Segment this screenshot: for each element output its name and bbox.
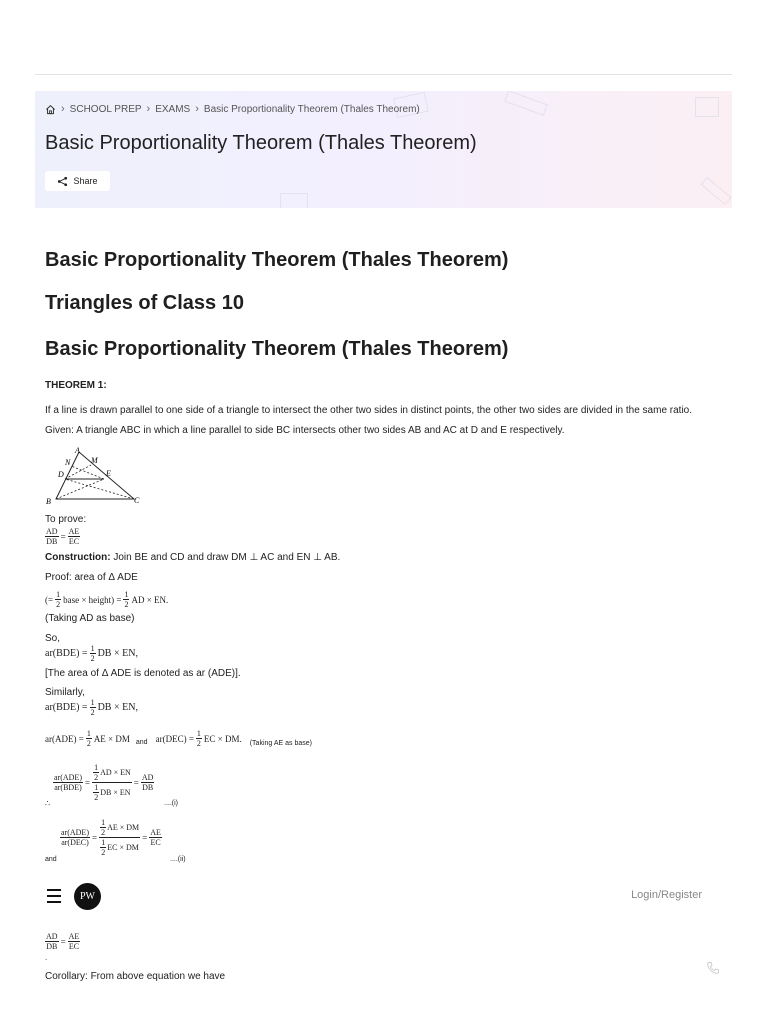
section-heading: Basic Proportionality Theorem (Thales Theorem) [45,338,509,360]
fraction-numerator: 1 [101,838,106,847]
equals-sign: = [60,531,66,542]
formula-text: DB × EN, [97,702,138,713]
fraction-numerator: AE [150,828,161,837]
formula-text: AE × DM [93,733,130,744]
triangle-figure [44,446,144,506]
fraction-denominator: 2 [56,600,61,609]
share-label: Share [73,176,98,186]
phone-icon[interactable] [706,961,720,975]
breadcrumb-exams[interactable]: EXAMS [155,103,191,115]
fraction-numerator: ar(ADE) [54,773,82,782]
fraction-denominator: EC [150,838,161,847]
formula-text: DB × EN [100,788,131,797]
formula-text: base × height) = [63,594,122,605]
fraction-denominator: 2 [196,739,201,748]
theorem-statement: If a line is drawn parallel to one side of a triangle to intersect the other two sides in distinct points, the other two sides are divided in the same ratio. [45,405,693,416]
dot: . [45,953,48,962]
formula-text: AD × EN. [131,594,169,605]
area-formula-bde-2 [45,698,138,717]
vertex-label: C [134,496,140,505]
equation-number-i: ....(i) [164,800,178,807]
breadcrumb-separator: › [195,103,199,115]
to-prove-label: To prove: [45,514,87,525]
equals-sign: = [133,777,139,788]
equals-sign: = [84,777,91,788]
login-register-link[interactable]: Login/Register [631,889,702,901]
formula-text: DB × EN, [97,648,138,659]
area-formula-ade-dec [45,729,312,748]
so-label: So, [45,633,61,644]
share-button[interactable] [45,171,110,191]
vertex-label: M [91,456,98,465]
equals-sign: = [60,936,66,947]
and-label: and [45,856,57,863]
fraction-denominator: ar(DEC) [61,838,89,847]
breadcrumb-current: Basic Proportionality Theorem (Thales Theorem) [203,103,420,115]
formula-text: EC × DM. [203,733,242,744]
fraction-numerator: ar(ADE) [61,828,89,837]
section-heading: Triangles of Class 10 [45,292,244,314]
area-formula-bde [45,644,138,663]
fraction-denominator: EC [68,537,80,546]
construction-label: Construction: [45,552,111,563]
formula-text: ar(ADE) = [45,733,84,744]
hero-banner [35,91,732,208]
home-icon[interactable] [45,104,56,115]
formula-text: ar(BDE) = [45,648,88,659]
vertex-label: A [75,446,80,455]
theorem-label: THEOREM 1: [45,380,107,391]
taking-ad-note: (Taking AD as base) [45,613,135,624]
hamburger-menu-icon[interactable] [47,889,61,903]
share-icon [57,176,68,187]
fraction-denominator: 2 [124,600,129,609]
page-title: Basic Proportionality Theorem (Thales Theorem) [45,132,477,154]
area-notation-note: [The area of Δ ADE is denoted as ar (ADE)]. [45,668,241,679]
fraction-numerator: AE [68,932,80,941]
fraction-denominator: DB [46,942,58,951]
fraction-numerator: AD [46,932,58,941]
breadcrumb-school-prep[interactable]: SCHOOL PREP [69,103,142,115]
section-heading: Basic Proportionality Theorem (Thales Theorem) [45,249,509,271]
fraction-numerator: 1 [94,763,99,772]
decorative-doodle [280,193,308,208]
proof-line: Proof: area of Δ ADE [45,572,138,583]
ratio-equation-1 [53,763,154,802]
given-text: Given: A triangle ABC in which a line parallel to side BC intersects other two sides AB and AC at D and E respectively. [45,425,565,436]
fraction-denominator: 2 [90,708,95,717]
breadcrumb [45,103,420,115]
vertex-label: E [106,469,111,478]
fraction-numerator: 1 [90,644,95,653]
decorative-doodle [701,177,732,205]
fraction-numerator: 1 [94,783,99,792]
fraction-denominator: EC [68,942,80,951]
vertex-label: B [46,497,51,506]
therefore-symbol: ∴ [45,799,51,808]
fraction-numerator: 1 [196,729,201,738]
fraction-denominator: 2 [94,773,99,782]
vertex-label: D [58,470,64,479]
construction-text [45,552,340,564]
fraction-denominator: 2 [86,739,91,748]
taking-ae-note: (Taking AE as base) [249,740,312,747]
ratio-equation-2 [60,818,162,857]
fraction-denominator: 2 [101,848,106,857]
fraction-numerator: 1 [86,729,91,738]
equation-number-ii: ....(ii) [170,856,186,863]
result-equation [45,932,80,951]
formula-text: (= [45,594,54,605]
fraction-denominator: 2 [94,793,99,802]
formula-text: AE × DM [107,823,140,832]
decorative-doodle [504,91,548,116]
formula-text: ar(BDE) = [45,702,88,713]
corollary-text: Corollary: From above equation we have [45,971,226,982]
fraction-numerator: AE [68,527,80,536]
fraction-numerator: 1 [56,590,61,599]
fraction-numerator: AD [46,527,58,536]
decorative-doodle [695,97,719,117]
construction-body: Join BE and CD and draw DM ⊥ AC and EN ⊥ AB. [110,552,341,563]
breadcrumb-separator: › [61,103,65,115]
top-divider [35,74,732,75]
fraction-numerator: AD [141,773,154,782]
fraction-denominator: 2 [90,654,95,663]
fraction-denominator: DB [46,537,58,546]
vertex-label: N [65,458,71,467]
formula-text: AD × EN [100,768,131,777]
formula-text: ar(DEC) = [155,733,194,744]
and-word: and [135,739,148,746]
formula-text: EC × DM [107,843,139,852]
fraction-numerator: 1 [90,698,95,707]
similarly-label: Similarly, [45,687,85,698]
area-formula-ade [45,590,168,609]
fraction-numerator: 1 [101,818,106,827]
equals-sign: = [142,832,148,843]
fraction-denominator: ar(BDE) [54,783,82,792]
pw-logo[interactable]: PW [74,883,101,910]
fraction-denominator: DB [142,783,154,792]
equals-sign: = [91,832,98,843]
breadcrumb-separator: › [146,103,151,115]
fraction-numerator: 1 [124,590,129,599]
fraction-denominator: 2 [101,828,106,837]
to-prove-equation [45,527,80,546]
